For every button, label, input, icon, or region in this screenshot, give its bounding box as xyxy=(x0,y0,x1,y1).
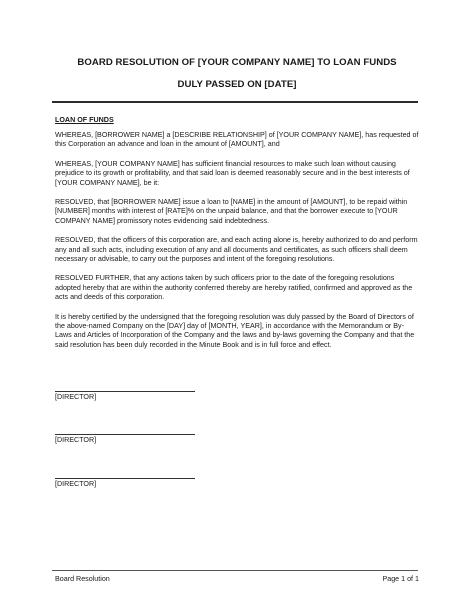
document-title: BOARD RESOLUTION OF [YOUR COMPANY NAME] TO LOAN FUNDS xyxy=(77,57,397,68)
footer-page-number: Page 1 of 1 xyxy=(382,575,419,583)
paragraph-resolved-further: RESOLVED FURTHER, that any actions taken by such officers prior to the date of the foregoing resolutions adopted hereby that are within the authority conferred thereby are hereby ratified, confirmed and approved as the acts and deeds of this corporation. xyxy=(55,274,413,302)
paragraph-resolved-officers: RESOLVED, that the officers of this corporation are, and each acting alone is, hereby authorized to do and perform any and all such acts, including execution of any and all documents and certificates, as such officers shall deem necessary or advisable, to carry out the purposes and intent of the foregoing resolutions. xyxy=(55,236,418,263)
paragraph-resolved-loan: RESOLVED, that [BORROWER NAME] issue a loan to [NAME] in the amount of [AMOUNT], to be repaid within [NUMBER] months with interest of [RATE]% on the unpaid balance, and that the borrower execute to [YOUR COMPANY NAME] promissory notes evidencing said indebtedness. xyxy=(55,197,408,225)
signature-label-3: [DIRECTOR] xyxy=(55,480,97,488)
footer-document-name: Board Resolution xyxy=(55,575,110,583)
footer-divider xyxy=(52,570,418,571)
document-body xyxy=(55,116,420,360)
signature-line-3 xyxy=(55,478,195,479)
signature-line-1 xyxy=(55,391,195,392)
signature-line-2 xyxy=(55,434,195,435)
section-heading: LOAN OF FUNDS xyxy=(55,116,114,124)
paragraph-whereas-resources: WHEREAS, [YOUR COMPANY NAME] has sufficient financial resources to make such loan without causing prejudice to its growth or profitability, and that said loan is deemed reasonably secure and in the best interests of [YOUR COMPANY NAME], be it: xyxy=(55,159,410,187)
signature-label-2: [DIRECTOR] xyxy=(55,436,97,444)
document-subtitle: DULY PASSED ON [DATE] xyxy=(177,79,297,90)
signature-label-1: [DIRECTOR] xyxy=(55,393,97,401)
paragraph-certification: It is hereby certified by the undersigned that the foregoing resolution was duly passed by the Board of Directors of the above-named Company on the [DAY] day of [MONTH, YEAR], in accordance with the Memorandum or By-Laws and Articles of Incorporation of the Company and the laws and by-laws governing the Company and that the said resolution has been duly recorded in the Minute Book and is in full force and effect. xyxy=(55,312,415,349)
paragraph-whereas-request: WHEREAS, [BORROWER NAME] a [DESCRIBE RELATIONSHIP] of [YOUR COMPANY NAME], has requested of this Corporation an advance and loan in the amount of [AMOUNT], and xyxy=(55,130,419,149)
header-divider xyxy=(52,101,418,103)
